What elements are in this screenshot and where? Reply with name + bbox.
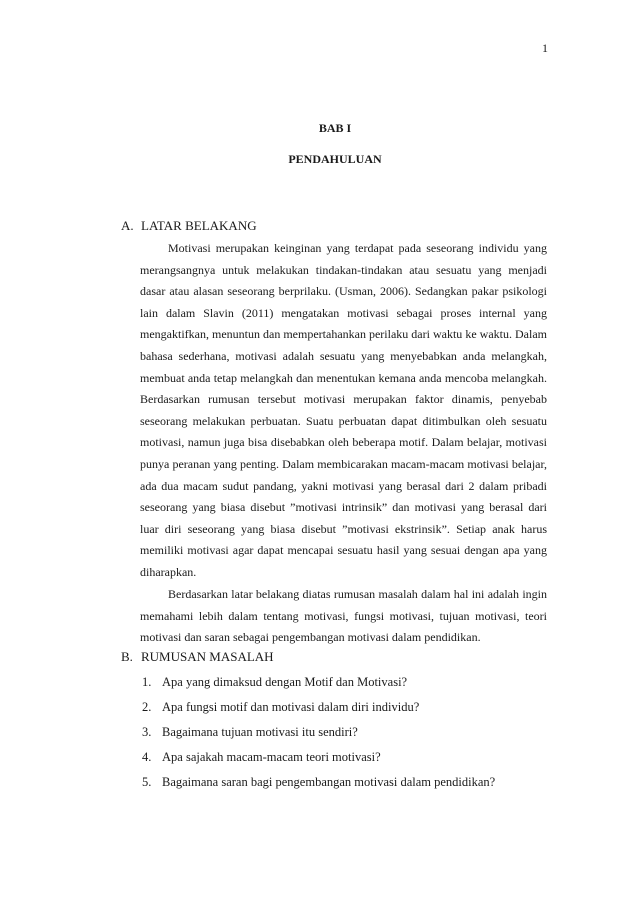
list-item-number: 3.	[142, 725, 152, 739]
list-item-text: Apa fungsi motif dan motivasi dalam diri individu?	[162, 700, 420, 714]
list-item-number: 4.	[142, 750, 152, 764]
background-paragraph-2: Berdasarkan latar belakang diatas rumusan masalah dalam hal ini adalah ingin memahami lebih dalam tentang motivasi, fungsi motivasi, tujuan motivasi, teori motivasi dan saran sebagai pengembangan motivasi dalam pendidikan.	[140, 587, 547, 645]
background-paragraph-1: Motivasi merupakan keinginan yang terdapat pada seseorang individu yang merangsangnya untuk melakukan tindakan-tindakan atau sesuatu yang menjadi dasar atau alasan seseorang berprilaku. (Usman, 2006). Sedangkan pakar psikologi lain dalam Slavin (2011) mengatakan motivasi sebagai proses internal yang mengaktifkan, menuntun dan mempertahankan perilaku dari waktu ke waktu. Dalam bahasa sederhana, motivasi adalah sesuatu yang menyebabkan anda melangkah, membuat anda tetap melangkah dan menentukan kemana anda mencoba melangkah. Berdasarkan rumusan tersebut motivasi merupakan faktor dinamis, penyebab seseorang melakukan perbuatan. Suatu perbuatan dapat ditimbulkan oleh sesuatu motivasi, namun juga bisa disebabkan oleh beberapa motif. Dalam belajar, motivasi punya peranan yang penting. Dalam membicarakan macam-macam motivasi belajar, ada dua macam sudut pandang, yakni motivasi yang berasal dari 2 dalam pribadi seseorang yang biasa disebut ”motivasi intrinsik” dan motivasi yang berasal dari luar diri seseorang yang biasa disebut ”motivasi ekstrinsik”. Setiap anak harus memiliki motivasi agar dapat mencapai sesuatu hasil yang sesuai dengan apa yang diharapkan.	[140, 241, 547, 579]
list-item	[142, 674, 407, 690]
section-a-title: LATAR BELAKANG	[141, 218, 257, 233]
section-a-heading	[121, 218, 257, 234]
list-item	[142, 724, 358, 740]
list-item	[142, 699, 419, 715]
list-item-text: Apa yang dimaksud dengan Motif dan Motivasi?	[162, 675, 408, 689]
section-b-title: RUMUSAN MASALAH	[141, 649, 274, 664]
list-item	[142, 774, 495, 790]
list-item-text: Bagaimana tujuan motivasi itu sendiri?	[162, 725, 358, 739]
list-item-text: Apa sajakah macam-macam teori motivasi?	[162, 750, 381, 764]
list-item-number: 2.	[142, 700, 152, 714]
section-b-letter: B.	[121, 649, 133, 664]
section-b-heading	[121, 649, 274, 665]
list-item	[142, 749, 381, 765]
chapter-subtitle: PENDAHULUAN	[288, 152, 382, 166]
list-item-number: 5.	[142, 775, 152, 789]
page-number: 1	[542, 41, 548, 55]
section-a-letter: A.	[121, 218, 134, 233]
chapter-title: BAB I	[318, 121, 352, 135]
list-item-text: Bagaimana saran bagi pengembangan motivasi dalam pendidikan?	[162, 775, 496, 789]
list-item-number: 1.	[142, 675, 152, 689]
